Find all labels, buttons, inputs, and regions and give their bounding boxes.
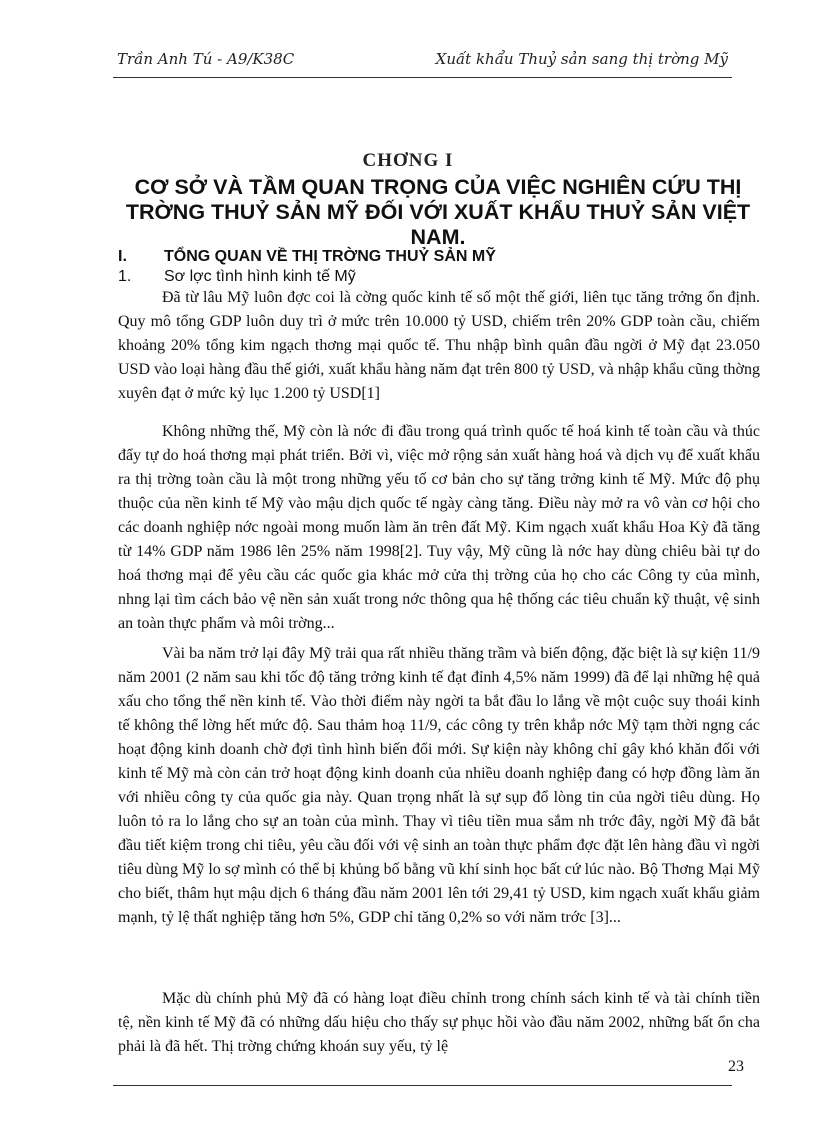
section-title: TỔNG QUAN VỀ THỊ TRỜNG THUỶ SẢN MỸ: [164, 248, 496, 265]
section-number: I.: [118, 248, 127, 265]
page-number: 23: [728, 1058, 744, 1075]
header-rule: [113, 77, 732, 78]
subsection-heading: [118, 268, 356, 286]
paragraph-1: Đã từ lâu Mỹ luôn đợc coi là cờng quốc kinh tế số một thế giới, liên tục tăng trởng ổn định. Quy mô tổng GDP luôn duy trì ở mức trên 10.000 tỷ USD, chiếm trên 20% GDP toàn cầu, chiếm khoảng 20% tổng kim ngạch thơng mại quốc tế. Thu nhập bình quân đầu ngời ở Mỹ đạt 23.050 USD vào loại hàng đầu thế giới, xuất khẩu hàng năm đạt trên 800 tỷ USD, và nhập khẩu cũng thờng xuyên đạt ở mức kỷ lục 1.200 tỷ USD[1]: [118, 289, 760, 402]
paragraph-4: Mặc dù chính phủ Mỹ đã có hàng loạt điều chỉnh trong chính sách kinh tế và tài chính tiền tệ, nền kinh tế Mỹ đã có những dấu hiệu cho thấy sự phục hồi vào đầu năm 2002, những bất ổn cha phải là đã hết. Thị trờng chứng khoán suy yếu, tỷ lệ: [118, 990, 760, 1055]
chapter-label: CHƠNG I: [362, 150, 454, 171]
header-author: Trần Anh Tú - A9/K38C: [117, 50, 295, 68]
paragraph-2: Không những thế, Mỹ còn là nớc đi đầu trong quá trình quốc tế hoá kinh tế toàn cầu và thúc đẩy tự do hoá thơng mại phát triển. Bởi vì, việc mở rộng sản xuất hàng hoá và dịch vụ để xuất khẩu ra thị trờng toàn cầu là một trong những yếu tố cơ bản cho sự tăng trởng kinh tế Mỹ. Mức độ phụ thuộc của nền kinh tế Mỹ vào mậu dịch quốc tế ngày càng tăng. Điều này mở ra vô vàn cơ hội cho các doanh nghiệp nớc ngoài mong muốn làm ăn trên đất Mỹ. Kim ngạch xuất khẩu Hoa Kỳ đã tăng từ 14% GDP năm 1986 lên 25% năm 1998[2]. Tuy vậy, Mỹ cũng là nớc hay dùng chiêu bài tự do hoá thơng mại để yêu cầu các quốc gia khác mở cửa thị trờng của họ cho các Công ty của mình, nhng lại tìm cách bảo vệ nền sản xuất trong nớc thông qua hệ thống các tiêu chuẩn kỹ thuật, vệ sinh an toàn thực phẩm và môi trờng...: [118, 423, 760, 632]
footer-rule: [113, 1085, 732, 1086]
subsection-number: 1.: [118, 268, 132, 285]
chapter-title: CƠ SỞ VÀ TẦM QUAN TRỌNG CỦA VIỆC NGHIÊN CỨU THỊ TRỜNG THUỶ SẢN MỸ ĐỐI VỚI XUẤT KHẨU THUỶ SẢN VIỆT NAM.: [125, 175, 751, 249]
paragraph-3: Vài ba năm trở lại đây Mỹ trải qua rất nhiều thăng trầm và biến động, đặc biệt là sự kiện 11/9 năm 2001 (2 năm sau khi tốc độ tăng trởng kinh tế đạt đỉnh 4,5% năm 1999) đã để lại những hệ quả xấu cho tổng thể nền kinh tế. Vào thời điểm này ngời ta bắt đầu lo lắng về một cuộc suy thoái kinh tế không thể lờng hết mức độ. Sau thảm hoạ 11/9, các công ty trên khắp nớc Mỹ tạm thời ngng các hoạt động kinh doanh chờ đợi tình hình biến đổi mới. Sự kiện này không chỉ gây khó khăn đối với kinh tế Mỹ mà còn cản trở hoạt động kinh doanh của nhiều doanh nghiệp đang có hợp đồng làm ăn với nhiều công ty của quốc gia này. Quan trọng nhất là sự sụp đổ lòng tin của ngời tiêu dùng. Họ luôn tỏ ra lo lắng cho sự an toàn của mình. Thay vì tiêu tiền mua sắm nh trớc đây, ngời Mỹ đã bắt đầu tiết kiệm trong chi tiêu, yêu cầu đối với vệ sinh an toàn thực phẩm đợc đặt lên hàng đầu vì ngời tiêu dùng Mỹ lo sợ mình có thể bị khủng bố bằng vũ khí sinh học bất cứ lúc nào. Bộ Thơng Mại Mỹ cho biết, thâm hụt mậu dịch 6 tháng đầu năm 2001 lên tới 29,41 tỷ USD, kim ngạch xuất khẩu giảm mạnh, tỷ lệ thất nghiệp tăng hơn 5%, GDP chỉ tăng 0,2% so với năm trớc [3]...: [118, 645, 760, 926]
section-heading: [118, 248, 496, 266]
subsection-title: Sơ lợc tình hình kinh tế Mỹ: [164, 268, 356, 285]
header-title: Xuất khẩu Thuỷ sản sang thị trờng Mỹ: [435, 50, 728, 68]
